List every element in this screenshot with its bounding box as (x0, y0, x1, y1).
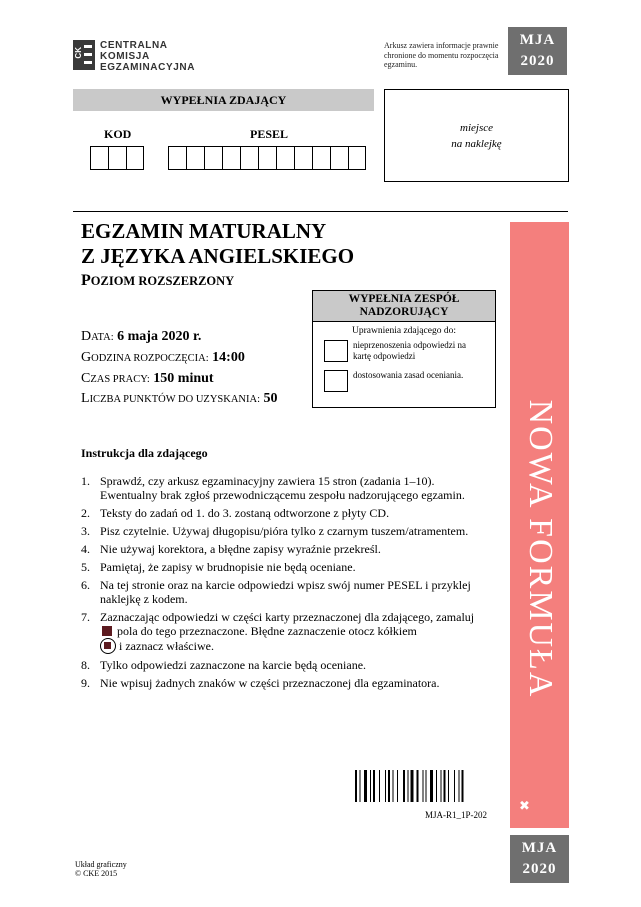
exam-code-badge-bottom (510, 835, 569, 883)
sticker-line: na naklejkę (451, 138, 502, 150)
instruction-number: 9. (81, 676, 90, 690)
instruction-number: 2. (81, 506, 90, 520)
instruction-item (81, 560, 491, 574)
instruction-item (81, 676, 491, 690)
info-value: 50 (263, 391, 278, 406)
logo-line: CENTRALNA (100, 40, 168, 51)
supervisors-header (313, 291, 495, 322)
pesel-digit-box[interactable] (258, 146, 276, 170)
cross-mark-icon: ✖ (519, 799, 530, 814)
badge-code: MJA (521, 840, 558, 856)
level-rest: OZIOM ROZSZERZONY (90, 274, 235, 288)
exam-title-line: Z JĘZYKA ANGIELSKIEGO (81, 244, 355, 268)
instruction-text: Nie wpisuj żadnych znaków w części przeznaczonej dla egzaminatora. (100, 676, 440, 690)
info-value: 14:00 (212, 350, 245, 365)
badge-year: 2020 (522, 861, 557, 877)
kod-digit-box[interactable] (90, 146, 108, 170)
info-value: 6 maja 2020 r. (117, 329, 202, 344)
pesel-input-boxes[interactable] (168, 146, 366, 170)
exam-title-line: EGZAMIN MATURALNY (81, 219, 327, 243)
logo-text (100, 40, 195, 73)
logo-line: KOMISJA (100, 51, 150, 62)
info-label-initial: G (81, 350, 92, 365)
exam-duration (81, 371, 214, 387)
instruction-number: 6. (81, 578, 90, 592)
permission-label: nieprzenoszenia odpowiedzi na kartę odpowiedzi (353, 340, 466, 361)
sticker-placeholder (384, 89, 569, 182)
info-label-rest: ZAS PRACY: (90, 374, 150, 385)
permission-checkbox[interactable] (324, 340, 348, 362)
barcode-icon (355, 770, 495, 802)
instruction-number: 5. (81, 560, 90, 574)
logo-bar (84, 61, 92, 64)
info-label-rest: ICZBA PUNKTÓW DO UZYSKANIA: (89, 394, 260, 405)
instruction-item (81, 542, 491, 556)
footer-credit (75, 860, 127, 878)
circled-square-icon (100, 638, 116, 654)
kod-digit-box[interactable] (126, 146, 144, 170)
cke-logo-icon (73, 40, 95, 70)
info-label-rest: ATA: (91, 332, 114, 343)
info-label-initial: D (81, 329, 92, 344)
exam-max-points (81, 391, 278, 407)
kod-label: KOD (104, 127, 132, 141)
supervisors-box (312, 290, 496, 408)
permission-label: dostosowania zasad oceniania. (353, 370, 464, 380)
exam-date (81, 329, 201, 345)
instruction-item (81, 610, 491, 654)
instruction-number: 7. (81, 610, 90, 624)
pesel-digit-box[interactable] (348, 146, 366, 170)
sticker-line: miejsce (460, 122, 493, 134)
footer-line: Układ graficzny (75, 860, 127, 869)
instruction-item (81, 506, 491, 520)
filled-square-icon (102, 626, 112, 636)
instruction-text: Sprawdź, czy arkusz egzaminacyjny zawiera 15 stron (zadania 1–10). Ewentualny brak zgłoś przewodniczącemu zespołu nadzorującego egzamin. (100, 474, 465, 502)
info-label-initial: L (81, 391, 90, 406)
pesel-digit-box[interactable] (276, 146, 294, 170)
permission-checkbox[interactable] (324, 370, 348, 392)
info-value: 150 minut (153, 371, 214, 386)
permissions-subtitle: Uprawnienia zdającego do: (352, 326, 456, 336)
new-formula-strip (510, 222, 569, 828)
permission-option (324, 340, 474, 362)
pesel-digit-box[interactable] (222, 146, 240, 170)
instruction-text: Tylko odpowiedzi zaznaczone na karcie będą oceniane. (100, 658, 367, 672)
permission-option (324, 370, 474, 392)
logo-bar (84, 53, 92, 56)
pesel-digit-box[interactable] (330, 146, 348, 170)
logo-line: EGZAMINACYJNA (100, 62, 196, 73)
pesel-digit-box[interactable] (186, 146, 204, 170)
instruction-number: 4. (81, 542, 90, 556)
instruction-text: Pisz czytelnie. Używaj długopisu/pióra tylko z czarnym tuszem/atramentem. (100, 524, 469, 538)
instructions-list (81, 474, 491, 694)
exam-title (81, 219, 354, 269)
instruction-text: i zaznacz właściwe. (119, 639, 214, 653)
logo-bar (84, 45, 92, 48)
instruction-number: 8. (81, 658, 90, 672)
pesel-label: PESEL (250, 127, 289, 141)
instruction-item (81, 578, 491, 606)
exam-start-time (81, 350, 245, 366)
instruction-number: 1. (81, 474, 90, 488)
pesel-digit-box[interactable] (204, 146, 222, 170)
supervisors-header-line: WYPEŁNIA ZESPÓŁ (348, 293, 460, 305)
strip-text: NOWA FORMUŁA (521, 399, 559, 699)
divider (73, 211, 568, 212)
instruction-text: Nie używaj korektora, a błędne zapisy wyraźnie przekreśl. (100, 542, 381, 556)
pesel-digit-box[interactable] (312, 146, 330, 170)
pesel-digit-box[interactable] (294, 146, 312, 170)
badge-code: MJA (519, 32, 556, 48)
instruction-number: 3. (81, 524, 90, 538)
exam-level (81, 272, 234, 290)
instruction-item (81, 658, 491, 672)
instruction-text: pola do tego przeznaczone. Błędne zaznaczenie otocz kółkiem (117, 624, 417, 638)
info-label-rest: ODZINA ROZPOCZĘCIA: (91, 353, 209, 364)
instruction-text: Zaznaczając odpowiedzi w części karty przeznaczonej dla zdającego, zamaluj (100, 610, 475, 624)
barcode-text: MJA-R1_1P-202 (425, 810, 488, 820)
footer-line: © CKE 2015 (75, 869, 118, 878)
kod-input-boxes[interactable] (90, 146, 144, 170)
pesel-digit-box[interactable] (168, 146, 186, 170)
instruction-text: Teksty do zadań od 1. do 3. zostaną odtworzone z płyty CD. (100, 506, 390, 520)
instructions-heading: Instrukcja dla zdającego (81, 446, 208, 460)
instruction-item (81, 474, 491, 502)
protected-info-notice: Arkusz zawiera informacje prawnie chronione do momentu rozpoczęcia egzaminu. (384, 41, 499, 69)
instruction-text: Pamiętaj, że zapisy w brudnopisie nie będą oceniane. (100, 560, 356, 574)
supervisors-header-line: NADZORUJĄCY (359, 306, 449, 318)
instruction-text: Na tej stronie oraz na karcie odpowiedzi wpisz swój numer PESEL i przyklej naklejkę z kodem. (100, 578, 471, 606)
level-initial: P (81, 272, 91, 289)
logo-mark-text: CK (74, 47, 83, 59)
badge-year: 2020 (520, 53, 555, 69)
kod-digit-box[interactable] (108, 146, 126, 170)
candidate-section-header: WYPEŁNIA ZDAJĄCY (73, 89, 374, 111)
exam-code-badge-top (508, 27, 567, 75)
pesel-digit-box[interactable] (240, 146, 258, 170)
strip-text-wrap (510, 222, 569, 828)
instruction-item (81, 524, 491, 538)
info-label-initial: C (81, 371, 91, 386)
